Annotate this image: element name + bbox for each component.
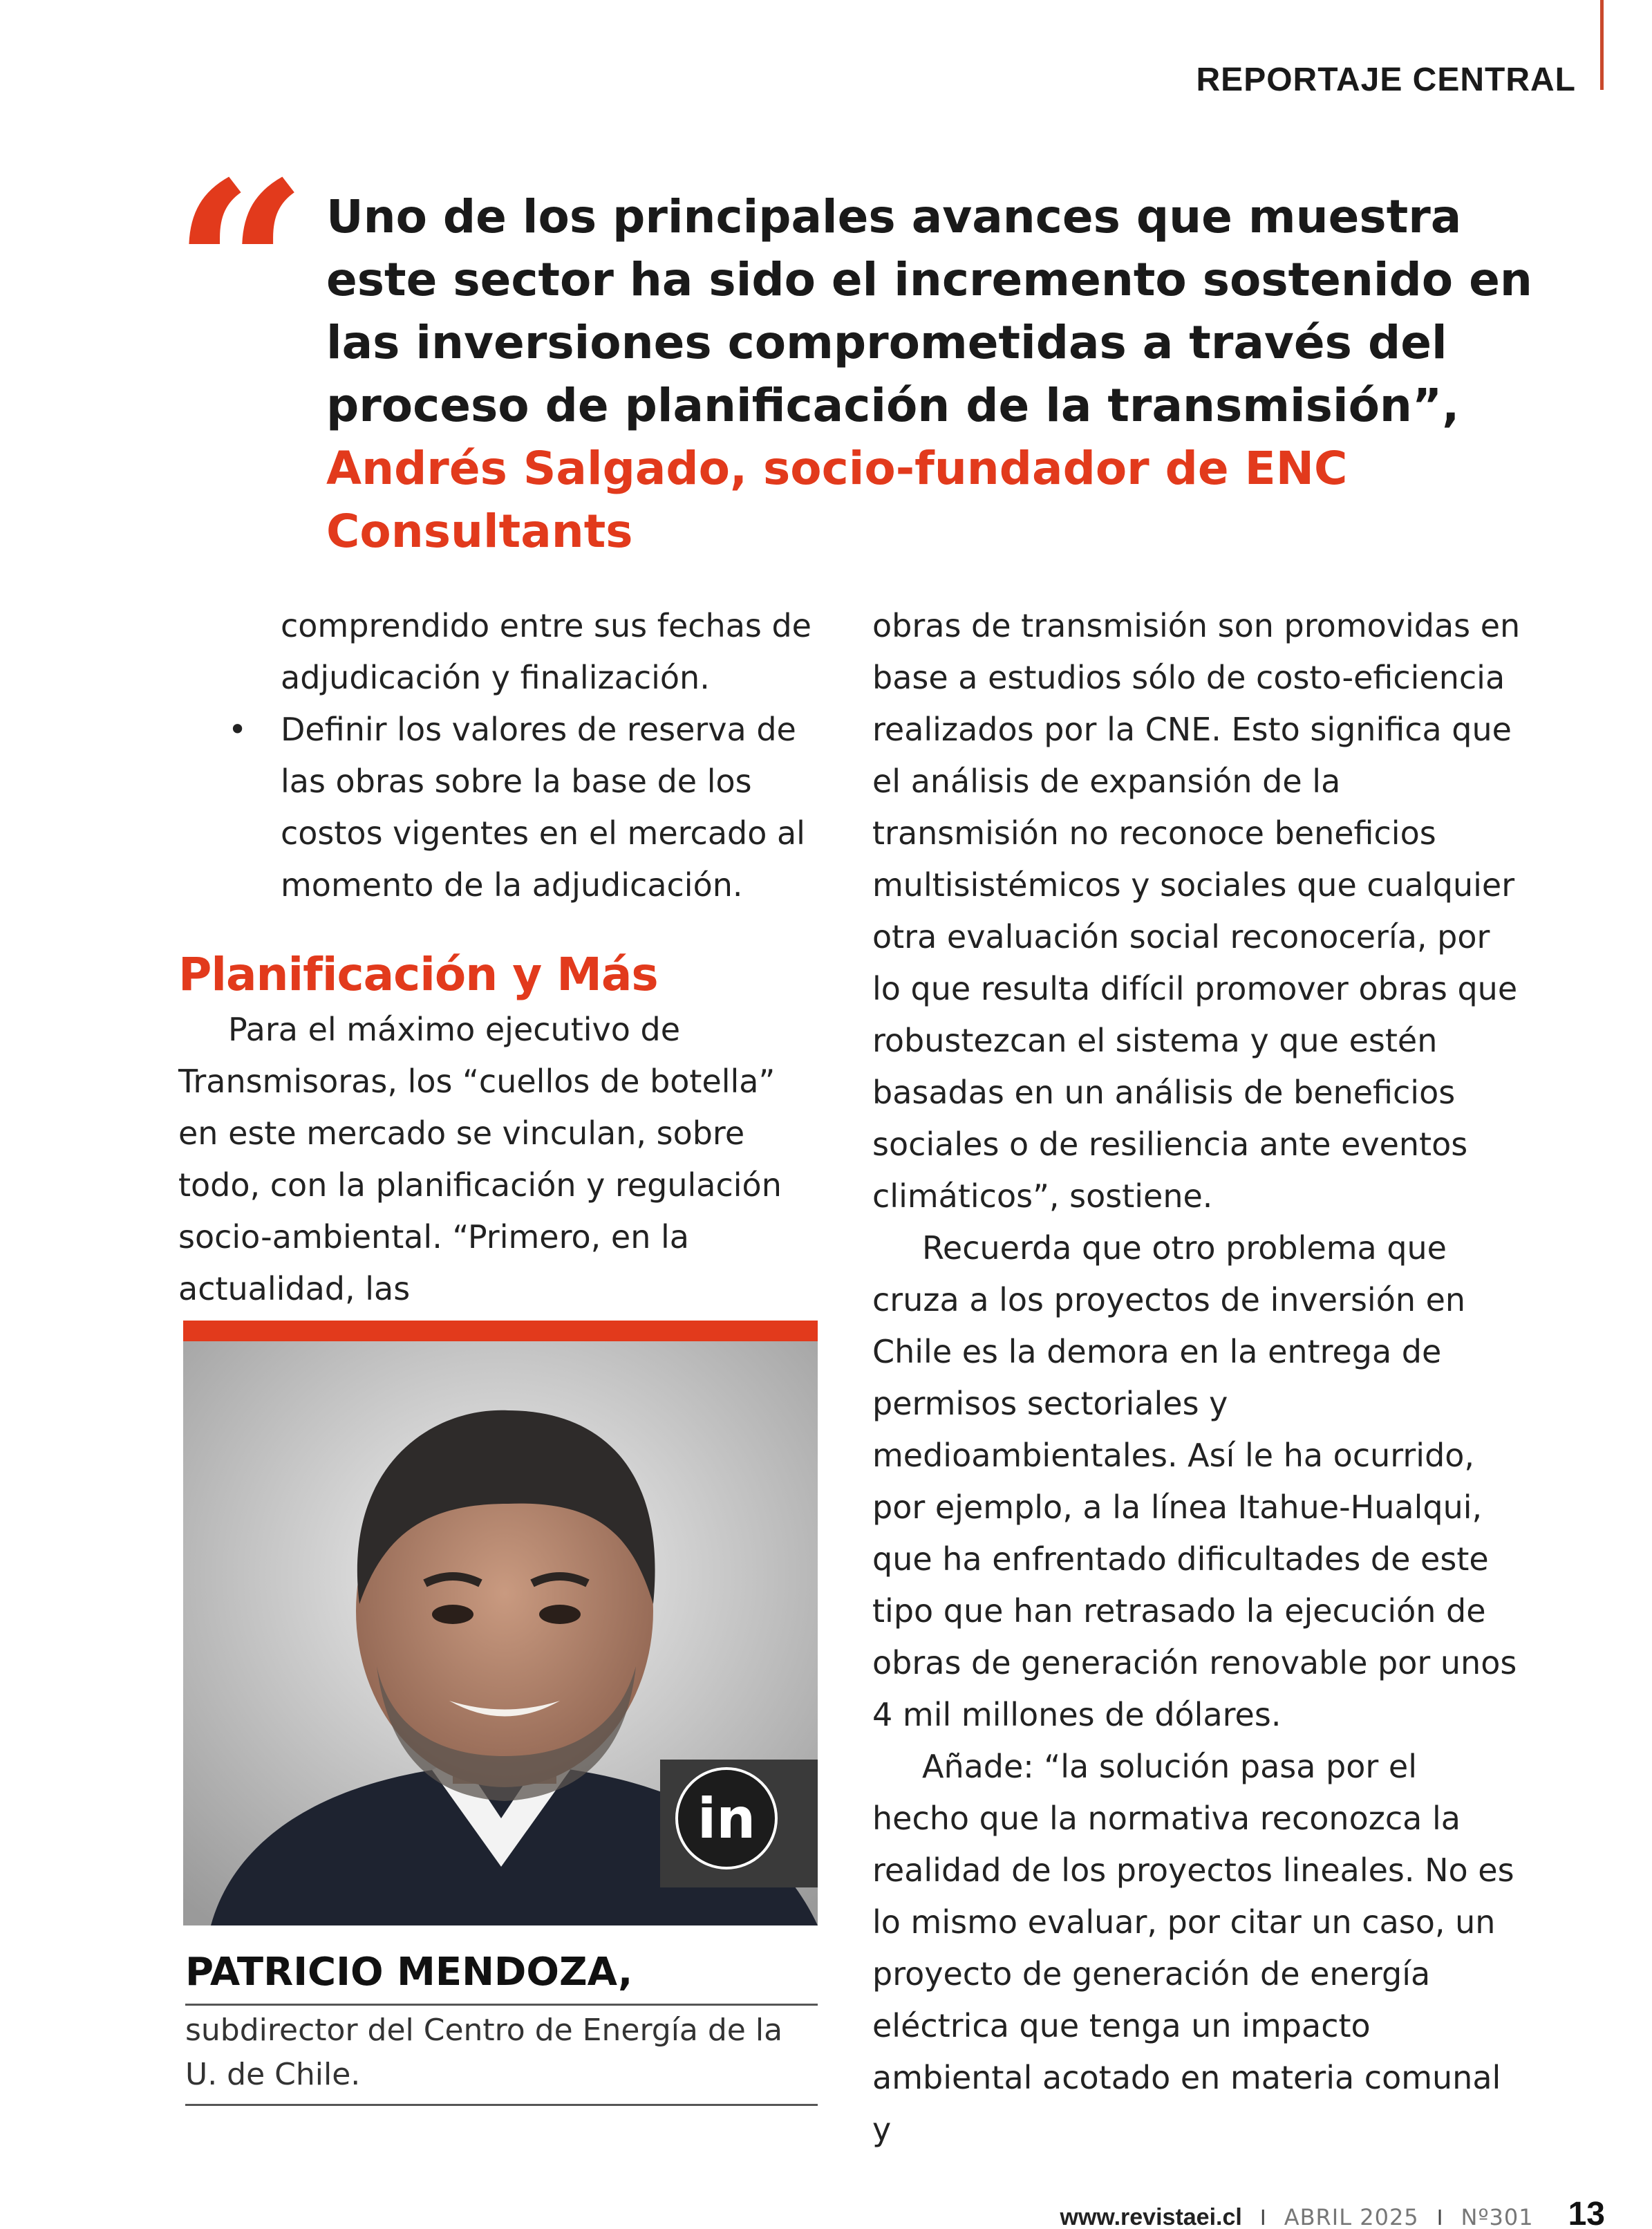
footer-separator: I [1259,2206,1266,2229]
body-paragraph: Añade: “la solución pasa por el hecho que la normativa reconozca la realidad de los proyectos lineales. No es lo mismo evaluar, por citar un caso, un proyecto de generación de energía eléctrica que tenga un impacto ambiental acotado en materia comunal y [872,1748,1514,2148]
bullet-item [178,704,821,911]
photo-accent-bar [183,1321,818,1341]
body-paragraph: obras de transmisión son promovidas en base a estudios sólo de costo-eficiencia realizados por la CNE. Esto significa que el análisis de expansión de la transmisión no reconoce beneficios multisistémicos y sociales que cualquier otra evaluación social reconocería, por lo que resulta difícil promover obras que robustezcan el sistema y que estén basadas en un análisis de beneficios sociales o de resiliencia ante eventos climáticos”, sostiene. [872,607,1521,1215]
portrait-photo [183,1341,818,1925]
right-column [872,600,1522,2156]
section-label: REPORTAJE CENTRAL [1196,62,1576,98]
body-paragraph: Recuerda que otro problema que cruza a los proyectos de inversión en Chile es la demora en la entrega de permisos sectoriales y medioambientales. Así le ha ocurrido, por ejemplo, a la línea Itahue-Hualqui, que ha enfrentado dificultades de este tipo que han retrasado la ejecución de obras de generación renovable por unos 4 mil millones de dólares. [872,1229,1517,1733]
continued-list-item: comprendido entre sus fechas de adjudicación y finalización. [281,607,811,696]
footer-date: ABRIL 2025 [1284,2204,1419,2229]
page-number: 13 [1568,2196,1605,2229]
footer-issue: Nº301 [1461,2204,1534,2229]
left-column [178,600,821,1315]
caption-role: subdirector del Centro de Energía de la U. de Chile. [185,2008,818,2106]
pull-quote [326,185,1564,563]
linkedin-icon: in [697,1787,756,1851]
body-paragraph: Para el máximo ejecutivo de Transmisoras, los “cuellos de botella” en este mercado se vinculan, sobre todo, con la planificación y regulación socio-ambiental. “Primero, en la actualidad, las [178,1011,782,1307]
top-divider [1600,0,1604,90]
pull-quote-text: Uno de los principales avances que muestra este sector ha sido el incremento sostenido en las inversiones comprometidas a través del proceso de planificación de la transmisión”, [326,190,1532,432]
portrait-illustration [183,1341,818,1925]
pull-quote-attribution: Andrés Salgado, socio-fundador de ENC Consultants [326,442,1348,558]
quote-mark: “ [173,131,308,407]
footer-separator: I [1436,2206,1443,2229]
caption-name: PATRICIO MENDOZA, [185,1948,818,2006]
bullet-text: Definir los valores de reserva de las obras sobre la base de los costos vigentes en el mercado al momento de la adjudicación. [281,711,805,904]
footer-url[interactable]: www.revistaei.cl [1060,2204,1242,2229]
section-subhead: Planificación y Más [178,948,658,1001]
page-footer [1060,2195,1605,2229]
bullet-marker: • [228,711,247,748]
